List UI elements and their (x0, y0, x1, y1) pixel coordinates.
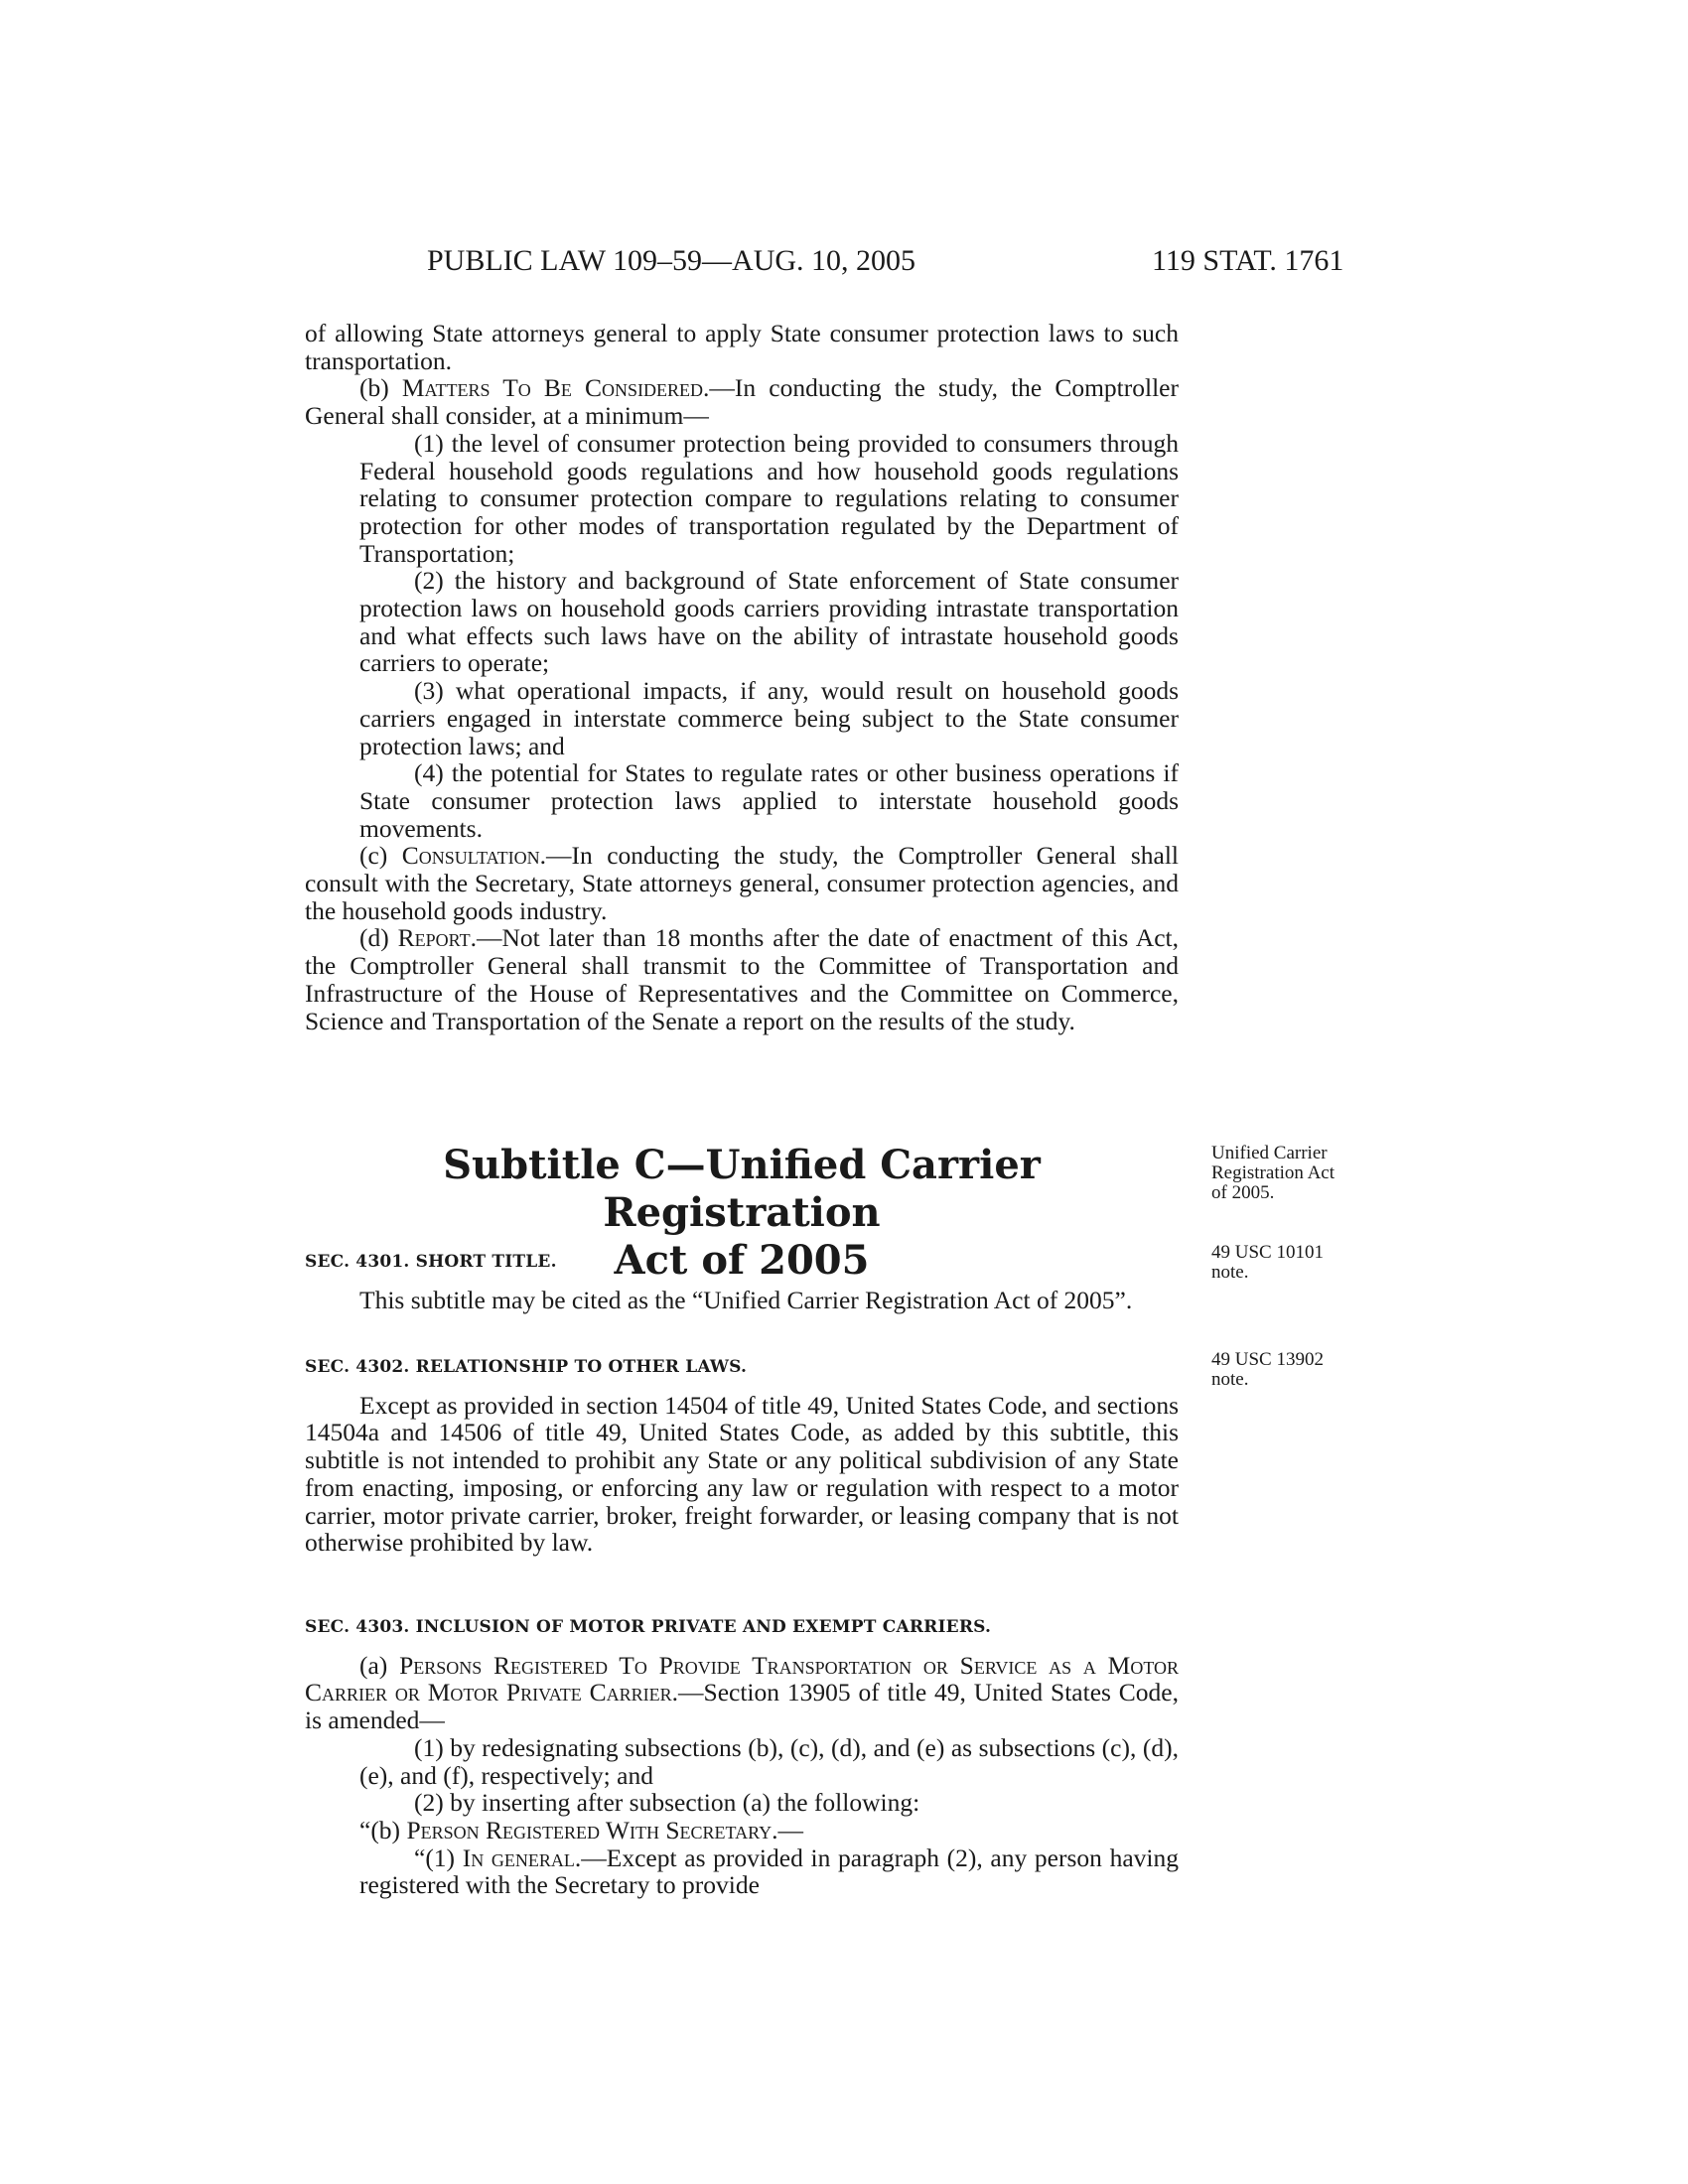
section-text: Except as provided in section 14504 of title 49, United States Code, and sections 14504a and 14506 of title 49, United States Code, as added by this subtitle, this subtitle is not intended to prohibit any State or any political subdivision of any State from enacting, imposing, or enforcing any law or regulation with respect to a motor carrier, motor private carrier, broker, freight forwarder, or leasing company that is not otherwise prohibited by law. (305, 1390, 1179, 1558)
subsection-a-heading: Persons Registered To Provide Transportation or Service as a Motor Carrier or Motor Private Carrier. (305, 1650, 1179, 1707)
section-4303 (305, 1614, 1179, 1899)
running-header-title: PUBLIC LAW 109–59—AUG. 10, 2005 (427, 244, 916, 277)
sidenote-49-usc-13902: 49 USC 13902 note. (1211, 1349, 1324, 1390)
subsection-c: (c) Consultation.—In conducting the study, the Comptroller General shall consult with the Secretary, State attorneys general, consumer protection agencies, and the household goods industry. (305, 841, 1179, 925)
subsection-c-heading: Consultation. (401, 841, 547, 871)
subsection-b: (b) Matters To Be Considered.—In conducting the study, the Comptroller General shall consider, at a minimum— (305, 373, 1179, 431)
section-4301 (305, 1249, 1179, 1313)
sidenote-unified-carrier: Unified Carrier Registration Act of 2005. (1211, 1143, 1336, 1203)
section-heading: SEC. 4303. INCLUSION OF MOTOR PRIVATE AND EXEMPT CARRIERS. (305, 1617, 992, 1637)
quoted-paragraph-1: “(1) In general.—Except as provided in paragraph (2), any person having registered with the Secretary to provide (359, 1843, 1179, 1900)
list-item: (1) the level of consumer protection being provided to consumers through Federal household goods regulations and how household goods regulations relating to consumer protection compare to regulations relating to consumer protection for other modes of transportation regulated by the Department of Transportation; (359, 428, 1179, 568)
quoted-paragraph-1-heading: In general. (462, 1843, 582, 1872)
list-item: (4) the potential for States to regulate rates or other business operations if State consumer protection laws applied to interstate household goods movements. (359, 758, 1179, 843)
list-item: (2) by inserting after subsection (a) the following: (414, 1788, 920, 1818)
section-heading: SEC. 4302. RELATIONSHIP TO OTHER LAWS. (305, 1357, 748, 1377)
subsection-a: (a) Persons Registered To Provide Transportation or Service as a Motor Carrier or Motor Private Carrier.—Section 13905 of title 49, United States Code, is amended— (305, 1650, 1179, 1735)
list-item: (1) by redesignating subsections (b), (c), (d), and (e) as subsections (c), (d), (e), and (f), respectively; and (359, 1732, 1179, 1790)
quoted-subsection-b: “(b) Person Registered With Secretary.— (359, 1815, 803, 1844)
section-4302 (305, 1354, 1179, 1557)
subtitle-line-1: Subtitle C—Unified Carrier Registration (443, 1142, 1041, 1236)
section-heading: SEC. 4301. SHORT TITLE. (305, 1252, 557, 1272)
section-text: This subtitle may be cited as the “Unified Carrier Registration Act of 2005”. (359, 1285, 1133, 1314)
list-item: (3) what operational impacts, if any, would result on household goods carriers engaged in interstate commerce being subject to the State consumer protection laws; and (359, 676, 1179, 760)
study-provisions-block (305, 320, 1179, 1034)
subsection-d-heading: Report. (397, 923, 477, 953)
list-item: (2) the history and background of State enforcement of State consumer protection laws on household goods carriers providing intrastate transportation and what effects such laws have on the ability of intrastate household goods carriers to operate; (359, 566, 1179, 678)
subsection-d: (d) Report.—Not later than 18 months after the date of enactment of this Act, the Comptroller General shall transmit to the Committee of Transportation and Infrastructure of the House of Representatives and the Committee on Commerce, Science and Transportation of the Senate a report on the results of the study. (305, 923, 1179, 1035)
subsection-b-heading: Matters To Be Considered. (401, 373, 710, 403)
running-header-stat: 119 STAT. 1761 (1152, 244, 1344, 277)
subtitle-line-2: Act of 2005 (614, 1237, 870, 1284)
quoted-subsection-b-heading: Person Registered With Secretary. (406, 1815, 778, 1844)
sidenote-49-usc-10101: 49 USC 10101 note. (1211, 1242, 1324, 1283)
intro-paragraph: of allowing State attorneys general to apply State consumer protection laws to such transportation. (305, 319, 1179, 375)
